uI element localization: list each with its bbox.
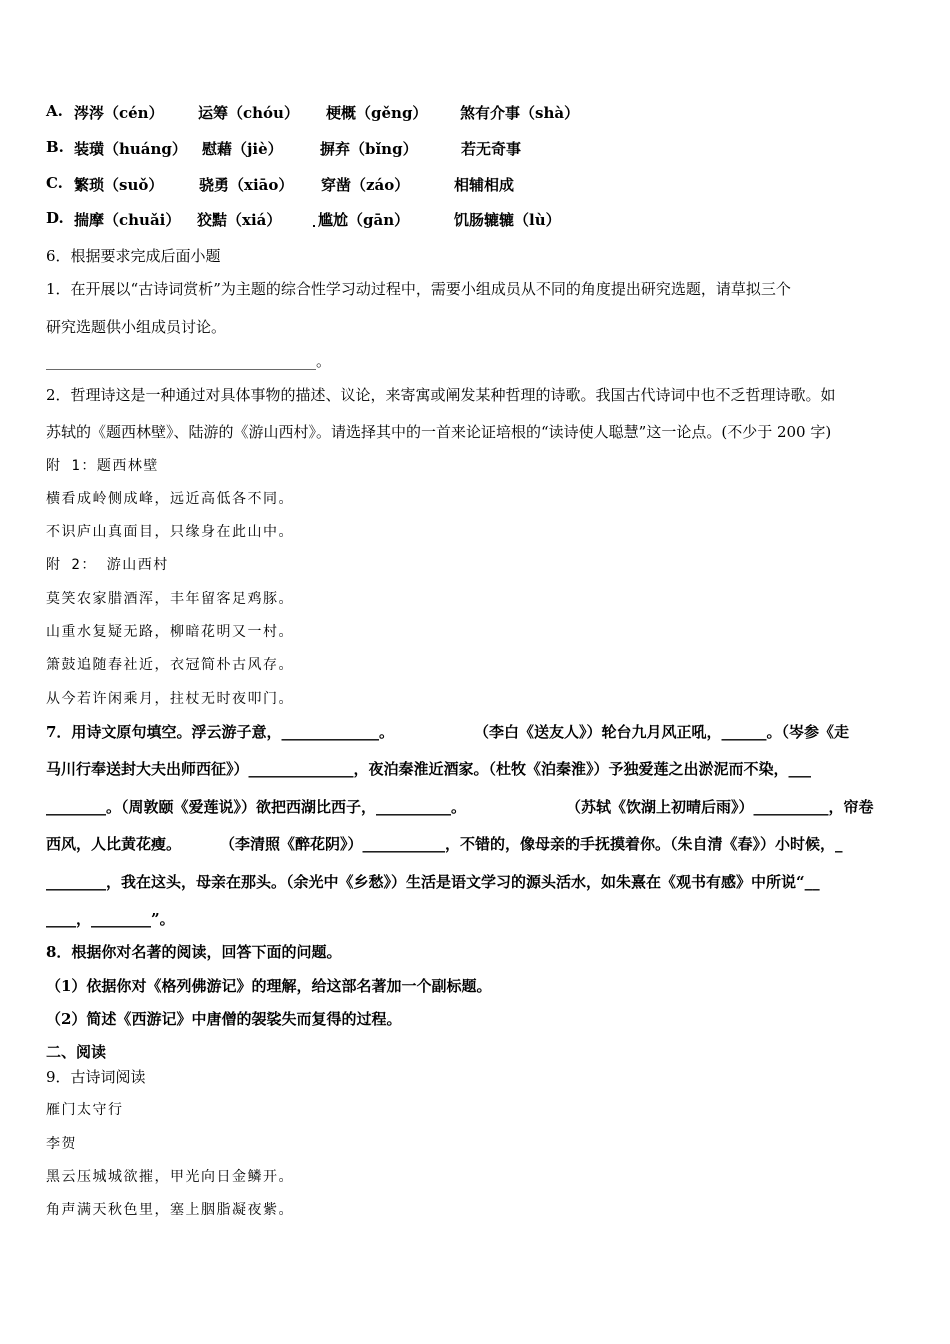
option-item: 装璜（huáng） [74,140,187,158]
option-item: 慰藉（jiè） [202,140,283,158]
q6-part2-line2: 苏轼的《题西林壁》、陆游的《游山西村》。请选择其中的一首来论证培根的“读诗使人聪慧”这一论点。(不少于 200 字) [46,423,832,441]
option-item: 狡黠（xiá） [197,211,282,229]
q7-line2: 马川行奉送封大夫出师西征》）______________，夜泊秦淮近酒家。（杜牧《泊秦淮》）予独爱莲之出淤泥而不染，___ [46,760,812,778]
poem-line: 从今若许闲乘月，拄杖无时夜叩门。 [46,691,294,707]
q6-part1-line2: 研究选题供小组成员讨论。 [46,318,227,336]
q7-line4b: （李清照《醉花阴》）___________，不错的，像母亲的手抚摸着你。（朱自清《春》）小时候，_ [220,835,843,853]
q7-line4a: 西风，人比黄花瘦。 [46,835,182,853]
q6-part2-line1: 2．哲理诗这是一种通过对具体事物的描述、议论，来寄寓或阐发某种哲理的诗歌。我国古代诗词中也不乏哲理诗歌。如 [46,386,836,404]
poem-line: 山重水复疑无路，柳暗花明又一村。 [46,624,294,640]
option-item: 相辅相成 [454,176,515,194]
poem-title: 雁门太守行 [46,1102,124,1118]
poem-line: 横看成岭侧成峰，远近高低各不同。 [46,491,294,507]
q8-sub1: （1）依据你对《格列佛游记》的理解，给这部名著加一个副标题。 [46,977,492,995]
q8-sub2: （2）简述《西游记》中唐僧的袈裟失而复得的过程。 [46,1010,402,1028]
q9-title: 9．古诗词阅读 [46,1068,146,1086]
q6-part1-blank: ____________________________________。 [46,352,332,370]
section-heading: 二、阅读 [46,1043,107,1061]
q7-line1b: （李白《送友人》）轮台九月风正吼，______。（岑参《走 [474,723,850,741]
poem-line: 不识庐山真面目，只缘身在此山中。 [46,524,294,540]
option-item: 饥肠辘辘（lù） [454,211,561,229]
option-item: 运筹（chóu） [198,104,299,122]
option-item: 穿凿（záo） [321,176,410,194]
appendix2-title: 附 2： 游山西村 [46,557,169,573]
option-item: 繁琐（suǒ） [74,176,164,194]
option-item: 摒弃（bǐng） [320,140,418,158]
poem-line: 箫鼓追随春社近，衣冠简朴古风存。 [46,657,294,673]
stray-dot [313,225,315,227]
poem-line: 黑云压城城欲摧，甲光向日金鳞开。 [46,1169,294,1185]
option-label: C. [46,174,63,192]
q7-line1a: 7．用诗文原句填空。浮云游子意，_____________。 [46,723,394,741]
q8-title: 8．根据你对名著的阅读，回答下面的问题。 [46,943,342,961]
option-item: 涔涔（cén） [74,104,164,122]
option-item: 若无奇事 [461,140,522,158]
option-item: 梗概（gěng） [326,104,428,122]
appendix1-title: 附 1：题西林壁 [46,458,159,474]
q7-line3b: （苏轼《饮湖上初晴后雨》）__________，帘卷 [566,798,874,816]
option-label: B. [46,138,64,156]
option-label: A. [46,102,63,120]
poem-author: 李贺 [46,1136,77,1152]
poem-line: 莫笑农家腊酒浑，丰年留客足鸡豚。 [46,591,294,607]
poem-line: 角声满天秋色里，塞上胭脂凝夜紫。 [46,1202,294,1218]
option-item: 揣摩（chuǎi） [74,211,181,229]
q7-line5: ________，我在这头，母亲在那头。（余光中《乡愁》）生活是语文学习的源头活水，如朱熹在《观书有感》中所说“__ [46,873,820,891]
option-item: 骁勇（xiāo） [199,176,294,194]
q7-line3a: ________。（周敦颐《爱莲说》）欲把西湖比西子，__________。 [46,798,467,816]
option-label: D. [46,209,64,227]
q7-line6: ____，________”。 [46,910,175,928]
q6-title: 6．根据要求完成后面小题 [46,247,221,265]
option-item: 煞有介事（shà） [460,104,580,122]
option-item: 尴尬（gān） [318,211,410,229]
q6-part1-line1: 1．在开展以“古诗词赏析”为主题的综合性学习动过程中，需要小组成员从不同的角度提出研究选题，请草拟三个 [46,280,791,298]
